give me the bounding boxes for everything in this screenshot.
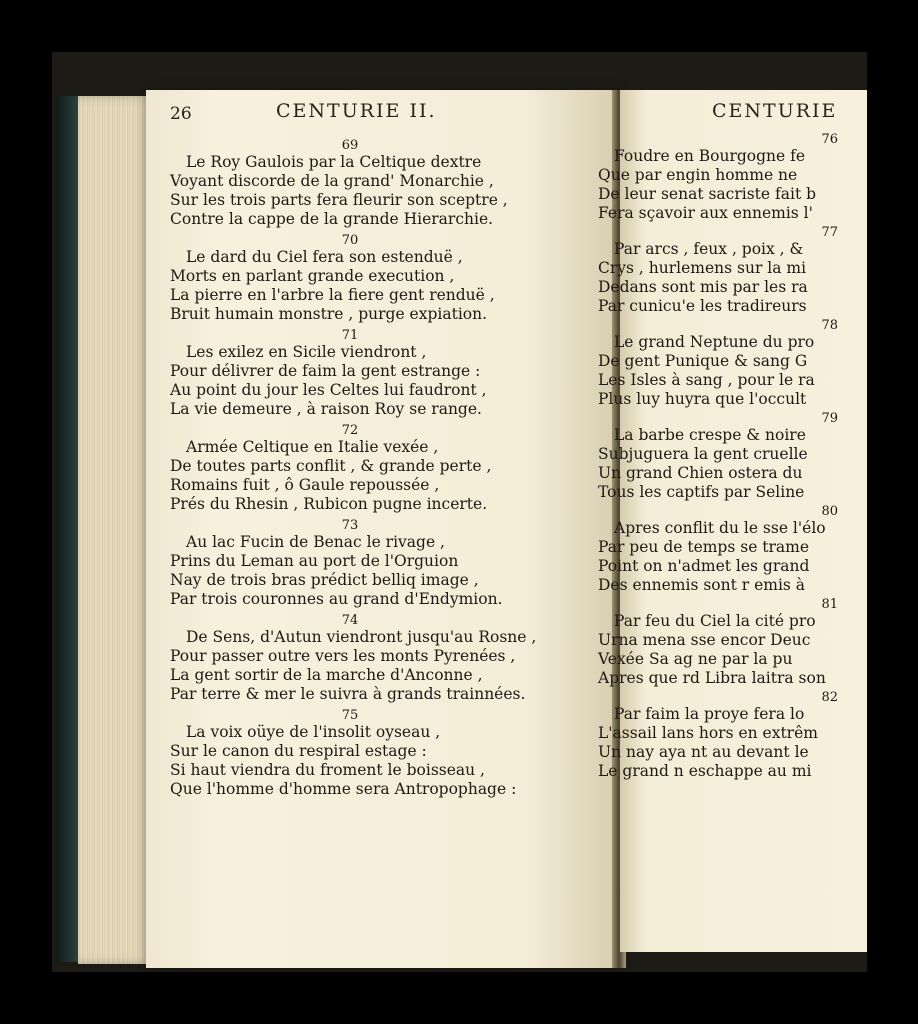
quatrain-number: 69 xyxy=(341,138,359,153)
running-head-left: CENTURIE II. xyxy=(276,100,437,122)
quatrain xyxy=(598,690,838,781)
verse-line: La voix oüye de l'insolit oyseau , xyxy=(186,723,441,741)
verse-line: Par peu de temps se trame xyxy=(598,538,810,556)
quatrain xyxy=(170,518,590,609)
verse-line: Bruit humain monstre , purge expiation. xyxy=(170,305,488,323)
verse-line: Par arcs , feux , poix , & xyxy=(614,240,804,258)
verse-line: La pierre en l'arbre la fiere gent renduë , xyxy=(170,286,495,304)
verse-line: Un nay aya nt au devant le xyxy=(598,743,809,761)
quatrain-number: 75 xyxy=(341,708,359,723)
verse-line: Au lac Fucin de Benac le rivage , xyxy=(186,533,445,551)
verse-line: Apres que rd Libra laitra son xyxy=(598,669,826,687)
verse-line: Par cunicu'e les tradireurs xyxy=(598,297,807,315)
verse-line: Des ennemis sont r emis à xyxy=(598,576,806,594)
verse-line: Prés du Rhesin , Rubicon pugne incerte. xyxy=(170,495,488,513)
verse-line: La barbe crespe & noire xyxy=(614,426,806,444)
verse-line: Morts en parlant grande execution , xyxy=(170,267,455,285)
photo-border-bottom xyxy=(0,972,918,1024)
verse-line: Que par engin homme ne xyxy=(598,166,798,184)
verse-line: Voyant discorde de la grand' Monarchie , xyxy=(170,172,494,190)
quatrain xyxy=(170,708,590,799)
verse-line: Le grand Neptune du pro xyxy=(614,333,815,351)
quatrain xyxy=(170,328,590,419)
quatrain-number: 74 xyxy=(341,613,359,628)
page-edges xyxy=(78,96,150,964)
quatrain-number: 81 xyxy=(821,597,838,612)
verse-line: La vie demeure , à raison Roy se range. xyxy=(170,400,482,418)
verse-line: Les exilez en Sicile viendront , xyxy=(186,343,427,361)
verse-line: Dedans sont mis par les ra xyxy=(598,278,808,296)
verse-line: L'assail lans hors en extrêm xyxy=(598,724,818,742)
verse-line: Un grand Chien ostera du xyxy=(598,464,803,482)
quatrain-number: 77 xyxy=(821,225,838,240)
quatrain xyxy=(170,613,590,704)
verse-line: Les Isles à sang , pour le ra xyxy=(598,371,815,389)
verse-line: Tous les captifs par Seline xyxy=(598,483,805,501)
verse-line: Le grand n eschappe au mi xyxy=(598,762,812,780)
verse-line: Crys , hurlemens sur la mi xyxy=(598,259,807,277)
verse-line: La gent sortir de la marche d'Anconne , xyxy=(170,666,483,684)
photo-border-right xyxy=(867,0,918,1024)
verse-line: Le Roy Gaulois par la Celtique dextre xyxy=(186,153,482,171)
quatrain-number: 76 xyxy=(821,132,838,147)
left-page-text xyxy=(170,138,590,803)
quatrain xyxy=(598,225,838,316)
verse-line: Si haut viendra du froment le boisseau , xyxy=(170,761,485,779)
quatrain xyxy=(170,423,590,514)
verse-line: Sur le canon du respiral estage : xyxy=(170,742,427,760)
verse-line: Contre la cappe de la grande Hierarchie. xyxy=(170,210,494,228)
verse-line: Pour délivrer de faim la gent estrange : xyxy=(170,362,481,380)
verse-line: De gent Punique & sang G xyxy=(598,352,808,370)
quatrain xyxy=(598,597,838,688)
quatrain xyxy=(170,233,590,324)
quatrain xyxy=(170,138,590,229)
verse-line: Au point du jour les Celtes lui faudront , xyxy=(170,381,487,399)
verse-line: Le dard du Ciel fera son estenduë , xyxy=(186,248,463,266)
quatrain xyxy=(598,132,838,223)
quatrain-number: 71 xyxy=(341,328,359,343)
verse-line: De Sens, d'Autun viendront jusqu'au Rosne , xyxy=(186,628,537,646)
verse-line: Prins du Leman au port de l'Orguion xyxy=(170,552,459,570)
quatrain xyxy=(598,318,838,409)
quatrain xyxy=(598,411,838,502)
quatrain-number: 72 xyxy=(341,423,359,438)
verse-line: Par faim la proye fera lo xyxy=(614,705,805,723)
verse-line: De toutes parts conflit , & grande perte , xyxy=(170,457,492,475)
verse-line: Apres conflit du le sse l'élo xyxy=(614,519,826,537)
verse-line: Romains fuit , ô Gaule repoussée , xyxy=(170,476,440,494)
verse-line: Armée Celtique en Italie vexée , xyxy=(186,438,439,456)
verse-line: Vexée Sa ag ne par la pu xyxy=(598,650,793,668)
quatrain-number: 82 xyxy=(821,690,838,705)
verse-line: Par terre & mer le suivra à grands trainnées. xyxy=(170,685,526,703)
verse-line: Point on n'admet les grand xyxy=(598,557,810,575)
quatrain-number: 73 xyxy=(341,518,359,533)
verse-line: Par feu du Ciel la cité pro xyxy=(614,612,816,630)
quatrain-number: 70 xyxy=(341,233,359,248)
verse-line: Par trois couronnes au grand d'Endymion. xyxy=(170,590,503,608)
page-number: 26 xyxy=(170,104,192,124)
verse-line: De leur senat sacriste fait b xyxy=(598,185,817,203)
verse-line: Nay de trois bras prédict belliq image , xyxy=(170,571,479,589)
quatrain-number: 79 xyxy=(821,411,838,426)
quatrain-number: 78 xyxy=(821,318,838,333)
verse-line: Subjuguera la gent cruelle xyxy=(598,445,808,463)
verse-line: Que l'homme d'homme sera Antropophage : xyxy=(170,780,517,798)
verse-line: Pour passer outre vers les monts Pyrenées , xyxy=(170,647,516,665)
verse-line: Plus luy huyra que l'occult xyxy=(598,390,807,408)
right-page-text xyxy=(598,132,838,783)
running-head-right: CENTURIE xyxy=(712,100,838,122)
verse-line: Sur les trois parts fera fleurir son sceptre , xyxy=(170,191,508,209)
verse-line: Foudre en Bourgogne fe xyxy=(614,147,806,165)
quatrain xyxy=(598,504,838,595)
quatrain-number: 80 xyxy=(821,504,838,519)
verse-line: Fera sçavoir aux ennemis l' xyxy=(598,204,813,222)
verse-line: Urna mena sse encor Deuc xyxy=(598,631,811,649)
